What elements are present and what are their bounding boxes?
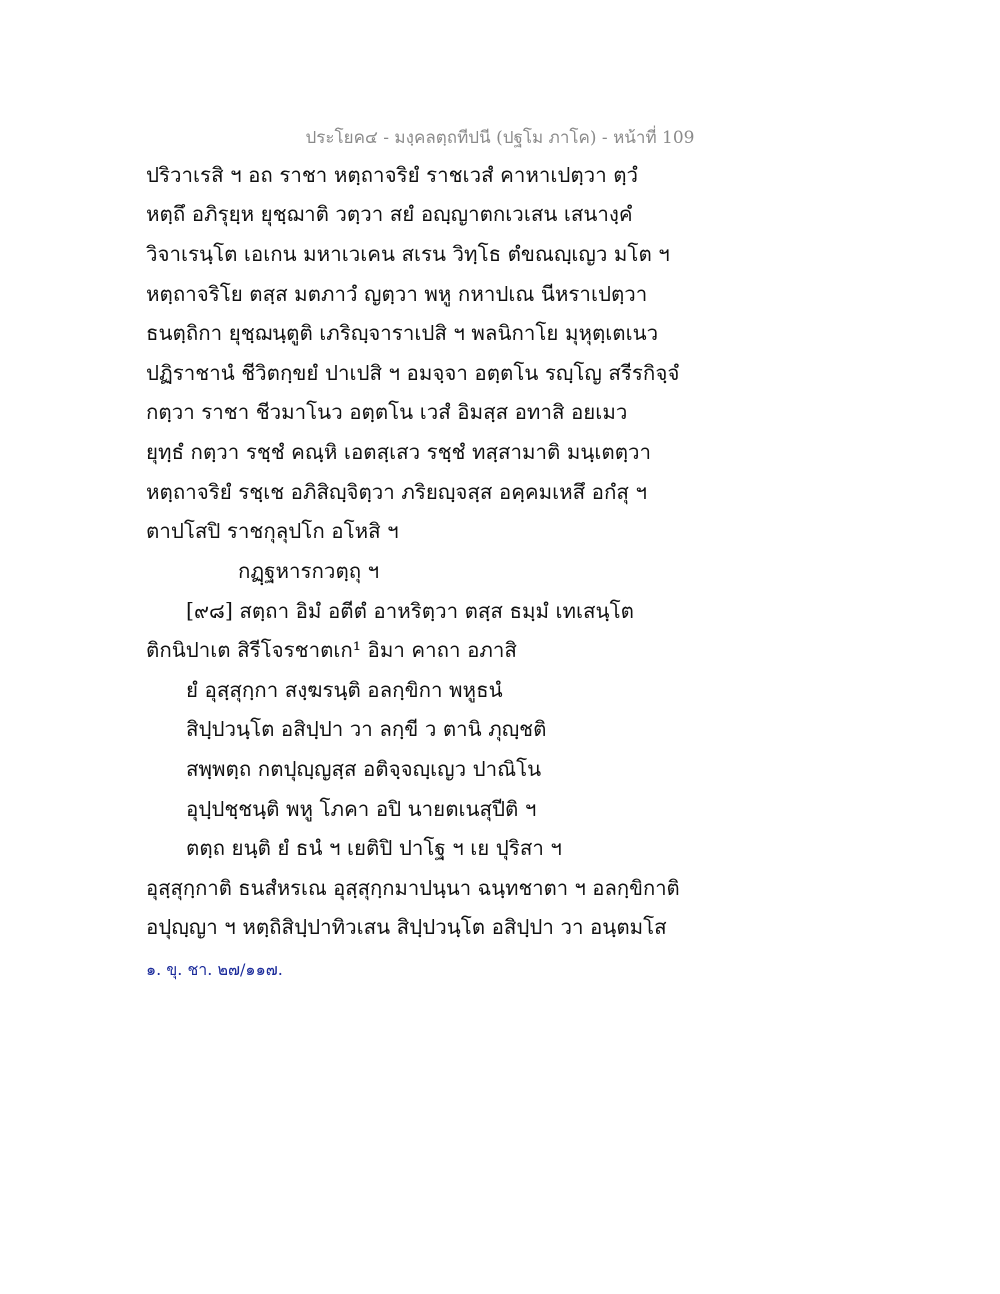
- text-line: ยุทฺธํ กตฺวา รชฺชํ คณฺหิ เอตสฺเสว รชฺชํ ทสฺสามาติ มนฺเตตฺวา: [146, 440, 652, 464]
- text-line: อปุญฺญา ฯ หตฺถิสิปฺปาทิวเสน สิปฺปวนฺโต อสิปฺปา วา อนฺตมโส: [146, 915, 667, 939]
- text-line: อุสฺสุกฺกาติ ธนสํหรเณ อุสฺสุกฺกมาปนฺนา ฉนฺทชาตา ฯ อลกฺขิกาติ: [146, 876, 680, 900]
- verse-line: อุปฺปชฺชนฺติ พหู โภคา อปิ นายตเนสุปีติ ฯ: [186, 797, 537, 821]
- text-line: วิจาเรนฺโต เอเกน มหาเวเคน สเรน วิทฺโธ ตํขณญฺเญว มโต ฯ: [146, 242, 670, 266]
- verse-line: สิปฺปวนฺโต อสิปฺปา วา ลกฺขี ว ตานิ ภุญฺชติ: [186, 717, 547, 741]
- text-line: หตฺถึ อภิรุยฺห ยุชฺฌาติ วตฺวา สยํ อญฺญาตกเวเสน เสนางฺคํ: [146, 202, 633, 226]
- text-line: ติกนิปาเต สิรีโจรชาตเก¹ อิมา คาถา อภาสิ: [146, 638, 517, 662]
- text-line: กตฺวา ราชา ชีวมาโนว อตฺตโน เวสํ อิมสฺส อทาสิ อยเมว: [146, 400, 628, 424]
- text-line: [๙๘] สตฺถา อิมํ อตีตํ อาหริตฺวา ตสฺส ธมฺมํ เทเสนฺโต: [186, 599, 634, 623]
- section-heading: กฏฺฐหารกวตฺถุ ฯ: [238, 559, 380, 583]
- verse-line: สพฺพตฺถ กตปุญฺญสฺส อติจฺจญฺเญว ปาณิโน: [186, 757, 542, 781]
- text-line: ธนตฺถิกา ยุชฺฌนฺตูติ เภริญฺจาราเปสิ ฯ พลนิกาโย มุหุตฺเตเนว: [146, 321, 659, 345]
- page-header: ประโยค๔ - มงฺคลตฺถทีปนี (ปฐโม ภาโค) - หน้าที่ 109: [305, 128, 695, 148]
- text-line: หตฺถาจริยํ รชฺเช อภิสิญฺจิตฺวา ภริยญฺจสฺส อคฺคมเหสึ อกํสุ ฯ: [146, 480, 647, 504]
- verse-line: ยํ อุสฺสุกฺกา สงฺฆรนฺติ อลกฺขิกา พหูธนํ: [186, 678, 503, 702]
- text-line: หตฺถาจริโย ตสฺส มตภาวํ ญตฺวา พหู กหาปเณ นีหราเปตฺวา: [146, 282, 648, 306]
- text-line: ตตฺถ ยนฺติ ยํ ธนํ ฯ เยติปิ ปาโฐ ฯ เย ปุริสา ฯ: [186, 836, 562, 860]
- text-line: ตาปโสปิ ราชกุลุปโก อโหสิ ฯ: [146, 519, 399, 543]
- text-line: ปฏิราชานํ ชีวิตกฺขยํ ปาเปสิ ฯ อมจฺจา อตฺตโน รญฺโญ สรีรกิจฺจํ: [146, 361, 680, 385]
- text-line: ปริวาเรสิ ฯ อถ ราชา หตฺถาจริยํ ราชเวสํ คาหาเปตฺวา ตฺวํ: [146, 163, 639, 187]
- footnote: ๑. ขุ. ชา. ๒๗/๑๑๗.: [146, 960, 283, 979]
